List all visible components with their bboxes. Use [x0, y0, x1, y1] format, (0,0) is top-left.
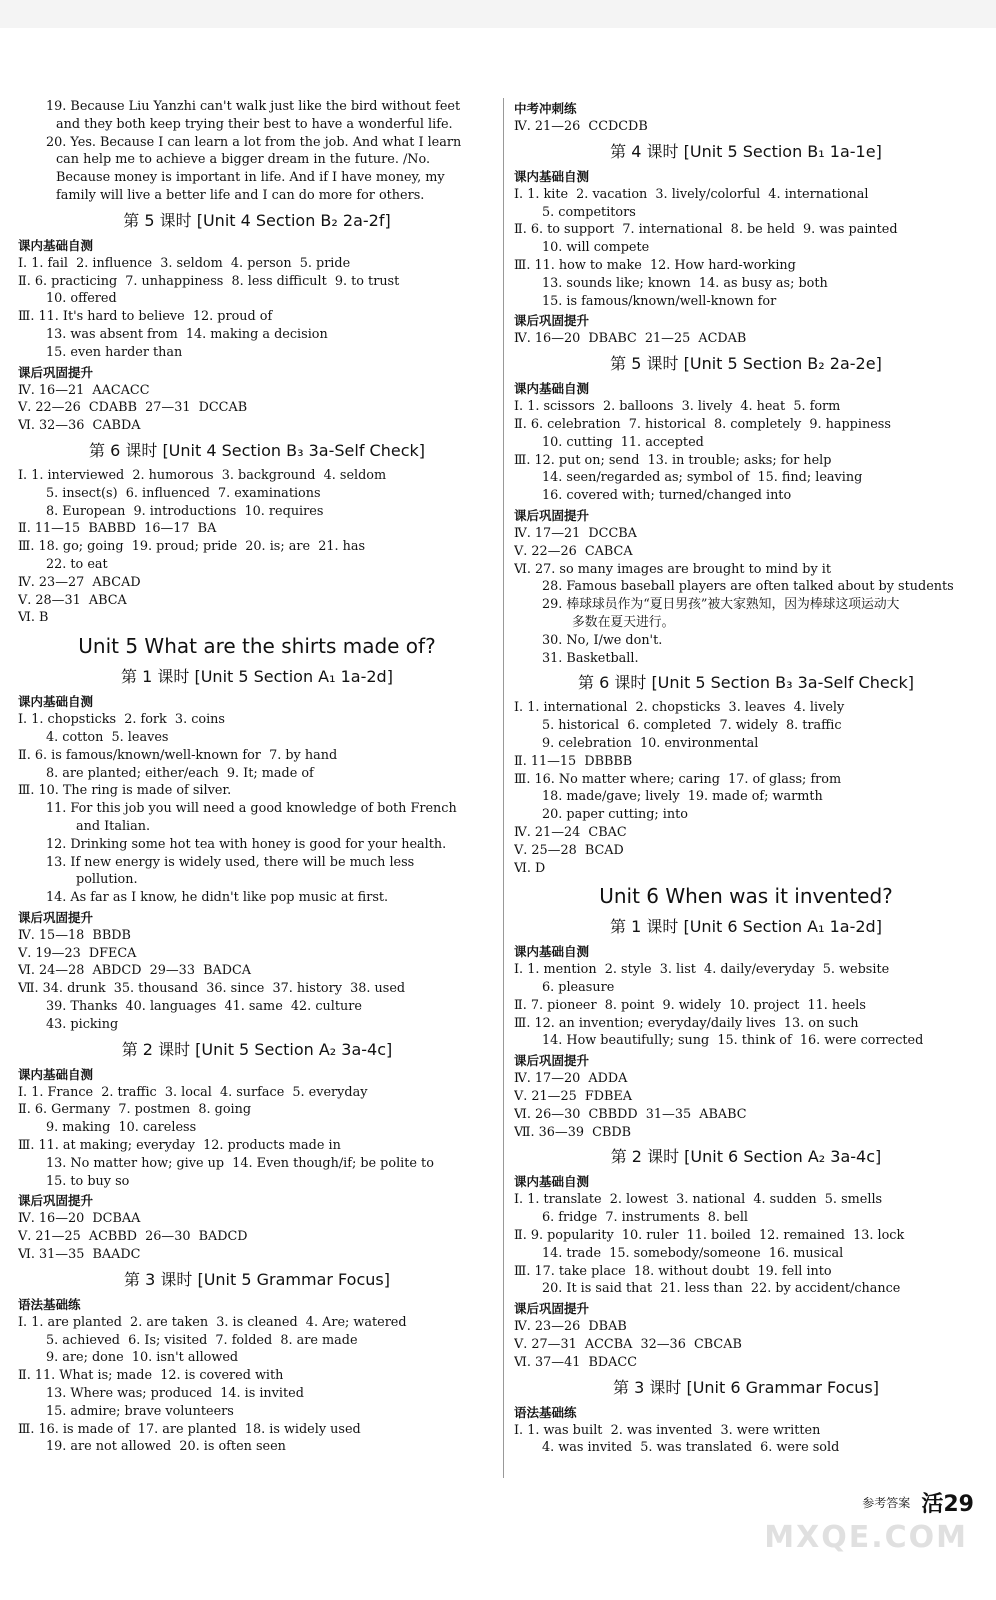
answer-line: 14. As far as I know, he didn't like pop music at first. — [46, 890, 389, 906]
answer-line: 8. are planted; either/each 9. It; made of — [46, 765, 314, 781]
answer-line: Ⅱ. 9. popularity 10. ruler 11. boiled 12. remained 13. lock — [514, 1228, 905, 1244]
answer-line: 12. Drinking some hot tea with honey is good for your health. — [46, 836, 447, 852]
answer-line: Ⅰ. 1. translate 2. lowest 3. national 4. sudden 5. smells — [514, 1192, 883, 1208]
answer-line: Ⅱ. 11—15 DBBBB — [514, 753, 633, 769]
answer-line: 20. Yes. Because I can learn a lot from the job. And what I learn — [46, 134, 462, 150]
answer-line: 39. Thanks 40. languages 41. same 42. culture — [46, 999, 362, 1015]
page-number: 活29 — [921, 1492, 974, 1517]
lesson-title: 第 4 课时 [Unit 5 Section B₁ 1a-1e] — [610, 141, 882, 161]
answer-line: Ⅲ. 11. at making; everyday 12. products made in — [18, 1138, 341, 1154]
answer-line: Ⅱ. 7. pioneer 8. point 9. widely 10. project 11. heels — [514, 997, 866, 1013]
answer-line: 9. making 10. careless — [46, 1120, 197, 1136]
answer-line: Ⅱ. 6. to support 7. international 8. be held 9. was painted — [514, 222, 898, 238]
answer-line: Ⅰ. 1. interviewed 2. humorous 3. background 4. seldom — [18, 467, 387, 483]
answer-line: 10. will compete — [542, 240, 650, 256]
section-heading: 课后巩固提升 — [514, 507, 590, 523]
answer-line: Ⅲ. 17. take place 18. without doubt 19. fell into — [514, 1263, 832, 1279]
answer-line: Ⅱ. 6. practicing 7. unhappiness 8. less difficult 9. to trust — [18, 273, 400, 289]
answer-line: Ⅳ. 16—21 AACACC — [18, 382, 150, 398]
answer-line: 22. to eat — [46, 556, 108, 572]
section-heading: 语法基础练 — [18, 1296, 81, 1312]
answer-line: Ⅵ. 31—35 BAADC — [18, 1247, 141, 1263]
answer-line: Ⅳ. 21—26 CCDCDB — [514, 119, 648, 134]
answer-line: Ⅰ. 1. was built 2. was invented 3. were written — [514, 1422, 821, 1438]
answer-line: Ⅰ. 1. scissors 2. balloons 3. lively 4. heat 5. form — [514, 399, 841, 415]
answer-line: Ⅵ. B — [18, 610, 49, 626]
answer-line: 13. If new energy is widely used, there will be much less — [46, 854, 415, 870]
answer-line: Ⅳ. 23—27 ABCAD — [18, 574, 141, 590]
answer-line: 4. was invited 5. was translated 6. were sold — [542, 1440, 840, 1456]
answer-line: Ⅱ. 6. celebration 7. historical 8. completely 9. happiness — [514, 416, 891, 432]
answer-line: 28. Famous baseball players are often talked about by students — [542, 579, 954, 595]
answer-line: Ⅰ. 1. kite 2. vacation 3. lively/colorful 4. international — [514, 186, 869, 202]
footer-label: 参考答案 — [862, 1496, 911, 1510]
answer-line: 16. covered with; turned/changed into — [542, 488, 792, 504]
answer-line: 5. historical 6. completed 7. widely 8. traffic — [542, 718, 842, 734]
section-heading: 课内基础自测 — [514, 168, 590, 184]
answer-line: Ⅲ. 16. is made of 17. are planted 18. is widely used — [18, 1421, 361, 1437]
site-watermark: MXQE.COM — [764, 1520, 968, 1555]
answer-line: 43. picking — [46, 1016, 119, 1032]
answer-line: Ⅰ. 1. mention 2. style 3. list 4. daily/everyday 5. website — [514, 962, 890, 978]
answer-line: Ⅴ. 27—31 ACCBA 32—36 CBCAB — [514, 1337, 742, 1353]
answer-line: 14. How beautifully; sung 15. think of 16. were corrected — [542, 1033, 924, 1049]
answer-line: 9. celebration 10. environmental — [542, 735, 759, 751]
right-column — [514, 98, 978, 1457]
answer-line: 14. trade 15. somebody/someone 16. musical — [542, 1245, 844, 1261]
answer-line: 30. No, I/we don't. — [542, 632, 663, 648]
answer-line: 18. made/gave; lively 19. made of; warmth — [542, 789, 823, 805]
answer-line: Because money is important in life. And if I have money, my — [56, 170, 445, 186]
section-heading: 课后巩固提升 — [514, 1301, 590, 1317]
section-heading: 课后巩固提升 — [514, 313, 590, 329]
answer-line: Ⅱ. 6. Germany 7. postmen 8. going — [18, 1102, 252, 1118]
answer-line: Ⅶ. 36—39 CBDB — [514, 1124, 632, 1140]
section-heading: 课后巩固提升 — [514, 1053, 590, 1069]
answer-line: pollution. — [76, 872, 138, 888]
answer-line: 13. sounds like; known 14. as busy as; both — [542, 275, 828, 291]
answer-line: 5. competitors — [542, 204, 636, 220]
unit-title: Unit 6 When was it invented? — [599, 884, 893, 909]
answer-line: Ⅴ. 21—25 FDBEA — [514, 1089, 633, 1105]
answer-line: Ⅲ. 11. It's hard to believe 12. proud of — [18, 309, 273, 325]
answer-line: Ⅶ. 34. drunk 35. thousand 36. since 37. history 38. used — [18, 981, 406, 997]
section-heading: 课内基础自测 — [18, 1066, 94, 1082]
answer-line: Ⅵ. D — [514, 860, 546, 876]
lesson-title: 第 6 课时 [Unit 4 Section B₃ 3a-Self Check] — [89, 440, 425, 460]
lesson-title: 第 5 课时 [Unit 4 Section B₂ 2a-2f] — [123, 210, 391, 230]
answer-line: Ⅳ. 17—21 DCCBA — [514, 525, 637, 541]
answer-line: 9. are; done 10. isn't allowed — [46, 1350, 239, 1366]
answer-line: Ⅲ. 18. go; going 19. proud; pride 20. is; are 21. has — [18, 539, 366, 555]
page-footer — [862, 1487, 974, 1518]
answer-line: 10. offered — [46, 291, 117, 307]
lesson-title: 第 3 课时 [Unit 6 Grammar Focus] — [613, 1377, 879, 1397]
answer-line: 19. are not allowed 20. is often seen — [46, 1439, 286, 1455]
answer-line: Ⅵ. 32—36 CABDA — [18, 418, 141, 434]
answer-line: Ⅴ. 22—26 CDABB 27—31 DCCAB — [18, 400, 248, 416]
answer-line: 多数在夏天进行。 — [572, 614, 675, 630]
section-heading: 课内基础自测 — [514, 1174, 590, 1190]
answer-line: 6. fridge 7. instruments 8. bell — [542, 1210, 749, 1226]
section-heading: 课内基础自测 — [514, 944, 590, 960]
answer-line: 20. It is said that 21. less than 22. by accident/chance — [542, 1281, 901, 1297]
answer-line: 13. No matter how; give up 14. Even though/if; be polite to — [46, 1155, 434, 1171]
section-heading: 课后巩固提升 — [18, 1193, 94, 1209]
lesson-title: 第 6 课时 [Unit 5 Section B₃ 3a-Self Check] — [578, 673, 914, 693]
answer-line: can help me to achieve a bigger dream in the future. /No. — [56, 152, 431, 168]
answer-line: Ⅰ. 1. France 2. traffic 3. local 4. surface 5. everyday — [18, 1084, 368, 1100]
answer-line: Ⅰ. 1. are planted 2. are taken 3. is cleaned 4. Are; watered — [18, 1314, 407, 1330]
answer-line: 10. cutting 11. accepted — [542, 434, 704, 450]
answer-line: Ⅱ. 11—15 BABBD 16—17 BA — [18, 521, 217, 537]
lesson-title: 第 2 课时 [Unit 6 Section A₂ 3a-4c] — [610, 1147, 882, 1167]
section-heading: 课后巩固提升 — [18, 364, 94, 380]
answer-line: 8. European 9. introductions 10. requires — [46, 503, 324, 519]
answer-line: Ⅰ. 1. international 2. chopsticks 3. leaves 4. lively — [514, 700, 845, 716]
unit-title: Unit 5 What are the shirts made of? — [78, 634, 436, 659]
answer-line: 31. Basketball. — [542, 650, 639, 666]
answer-line: Ⅲ. 11. how to make 12. How hard-working — [514, 257, 796, 273]
answer-line: Ⅵ. 27. so many images are brought to mind by it — [514, 561, 831, 577]
answer-line: Ⅲ. 12. put on; send 13. in trouble; asks; for help — [514, 452, 832, 468]
answer-line: Ⅳ. 23—26 DBAB — [514, 1319, 627, 1335]
answer-line: family will live a better life and I can do more for others. — [56, 187, 425, 203]
section-heading: 中考冲刺练 — [514, 101, 577, 116]
column-divider — [503, 98, 504, 1478]
answer-line: Ⅲ. 12. an invention; everyday/daily lives 13. on such — [514, 1015, 859, 1031]
answer-line: Ⅳ. 21—24 CBAC — [514, 824, 627, 840]
answer-line: Ⅳ. 15—18 BBDB — [18, 927, 131, 943]
page-top-stripe — [0, 0, 996, 28]
lesson-title: 第 1 课时 [Unit 5 Section A₁ 1a-2d] — [121, 667, 393, 687]
answer-line: 13. Where was; produced 14. is invited — [46, 1386, 304, 1402]
lesson-title: 第 3 课时 [Unit 5 Grammar Focus] — [124, 1269, 390, 1289]
answer-line: Ⅴ. 25—28 BCAD — [514, 842, 624, 858]
lesson-title: 第 5 课时 [Unit 5 Section B₂ 2a-2e] — [610, 354, 882, 374]
answer-line: Ⅴ. 21—25 ACBBD 26—30 BADCD — [18, 1229, 248, 1245]
answer-line: Ⅱ. 11. What is; made 12. is covered with — [18, 1368, 284, 1384]
answer-line: 11. For this job you will need a good knowledge of both French — [46, 801, 457, 817]
answer-line: 15. admire; brave volunteers — [46, 1403, 234, 1419]
answer-line: 5. achieved 6. Is; visited 7. folded 8. are made — [46, 1332, 358, 1348]
answer-line: Ⅴ. 19—23 DFECA — [18, 945, 137, 961]
answer-line: 15. to buy so — [46, 1173, 130, 1189]
answer-line: Ⅳ. 16—20 DBABC 21—25 ACDAB — [514, 331, 747, 347]
answer-line: Ⅵ. 24—28 ABDCD 29—33 BADCA — [18, 963, 252, 979]
answer-line: 19. Because Liu Yanzhi can't walk just like the bird without feet — [46, 99, 461, 114]
answer-line: Ⅲ. 16. No matter where; caring 17. of glass; from — [514, 771, 842, 787]
answer-line: 6. pleasure — [542, 980, 615, 996]
answer-line: Ⅲ. 10. The ring is made of silver. — [18, 783, 232, 799]
section-heading: 课后巩固提升 — [18, 909, 94, 925]
answer-line: Ⅰ. 1. fail 2. influence 3. seldom 4. person 5. pride — [18, 255, 351, 271]
lesson-title: 第 1 课时 [Unit 6 Section A₁ 1a-2d] — [610, 917, 882, 937]
section-heading: 语法基础练 — [514, 1404, 577, 1420]
answer-line: Ⅳ. 17—20 ADDA — [514, 1071, 628, 1087]
answer-line: 15. even harder than — [46, 344, 183, 360]
section-heading: 课内基础自测 — [514, 381, 590, 397]
answer-line: 20. paper cutting; into — [542, 807, 688, 823]
answer-line: Ⅱ. 6. is famous/known/well-known for 7. by hand — [18, 747, 338, 763]
section-heading: 课内基础自测 — [18, 694, 94, 710]
answer-line: 29. 棒球球员作为“夏日男孩”被大家熟知，因为棒球这项运动大 — [542, 597, 900, 613]
answer-line: and they both keep trying their best to have a wonderful life. — [56, 116, 453, 132]
section-heading: 课内基础自测 — [18, 237, 94, 253]
answer-line: 5. insect(s) 6. influenced 7. examinations — [46, 485, 321, 501]
answer-line: Ⅵ. 37—41 BDACC — [514, 1354, 637, 1370]
answer-line: Ⅰ. 1. chopsticks 2. fork 3. coins — [18, 712, 225, 728]
answer-line: 14. seen/regarded as; symbol of 15. find; leaving — [542, 470, 863, 486]
answer-line: and Italian. — [76, 818, 151, 834]
answer-line: Ⅴ. 28—31 ABCA — [18, 592, 127, 608]
lesson-title: 第 2 课时 [Unit 5 Section A₂ 3a-4c] — [121, 1039, 393, 1059]
answer-line: Ⅳ. 16—20 DCBAA — [18, 1211, 141, 1227]
answer-line: 4. cotton 5. leaves — [46, 729, 169, 745]
left-column — [18, 98, 496, 1456]
answer-line: Ⅵ. 26—30 CBBDD 31—35 ABABC — [514, 1106, 747, 1122]
answer-line: Ⅴ. 22—26 CABCA — [514, 543, 633, 559]
answer-line: 15. is famous/known/well-known for — [542, 293, 777, 309]
answer-line: 13. was absent from 14. making a decision — [46, 326, 328, 342]
